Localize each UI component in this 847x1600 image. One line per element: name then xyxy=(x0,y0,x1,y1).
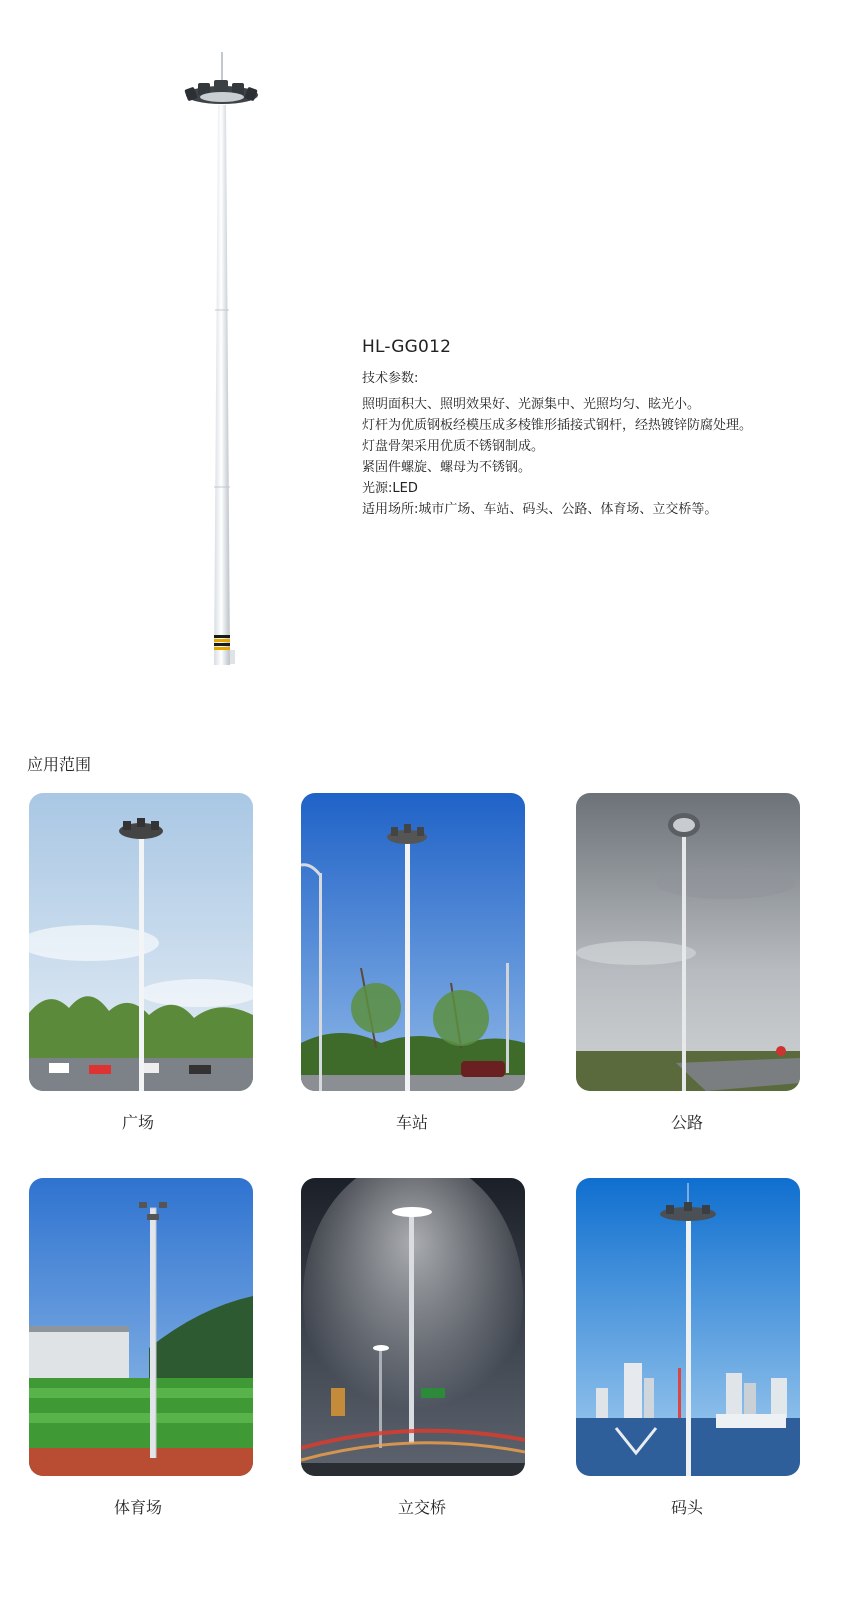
spec-line: 适用场所:城市广场、车站、码头、公路、体育场、立交桥等。 xyxy=(362,502,718,517)
spec-line: 紧固件螺旋、螺母为不锈钢。 xyxy=(362,460,532,475)
application-photo-dock xyxy=(576,1178,800,1476)
application-photo-stadium xyxy=(29,1178,253,1476)
spec-line: 光源:LED xyxy=(362,481,418,496)
application-label-station: 车站 xyxy=(395,1113,428,1132)
spec-line: 灯盘骨架采用优质不锈钢制成。 xyxy=(362,439,545,454)
application-label-interchange: 立交桥 xyxy=(397,1498,446,1517)
application-label-road: 公路 xyxy=(670,1113,703,1132)
application-photo-station xyxy=(301,793,525,1091)
application-label-stadium: 体育场 xyxy=(113,1498,162,1517)
product-model: HL-GG012 xyxy=(362,337,452,357)
application-label-plaza: 广场 xyxy=(121,1113,154,1132)
application-label-dock: 码头 xyxy=(670,1498,703,1517)
application-photo-road xyxy=(576,793,800,1091)
application-photo-interchange xyxy=(301,1178,525,1476)
applications-title: 应用范围 xyxy=(27,755,92,774)
spec-line: 灯杆为优质钢板经模压成多棱锥形插接式钢杆，经热镀锌防腐处理。 xyxy=(362,418,753,433)
spec-heading: 技术参数: xyxy=(362,371,419,386)
application-photo-plaza xyxy=(29,793,253,1091)
high-mast-pole-image xyxy=(180,50,270,690)
product-spec xyxy=(362,337,822,520)
spec-line: 照明面积大、照明效果好、光源集中、光照均匀、眩光小。 xyxy=(362,397,701,412)
